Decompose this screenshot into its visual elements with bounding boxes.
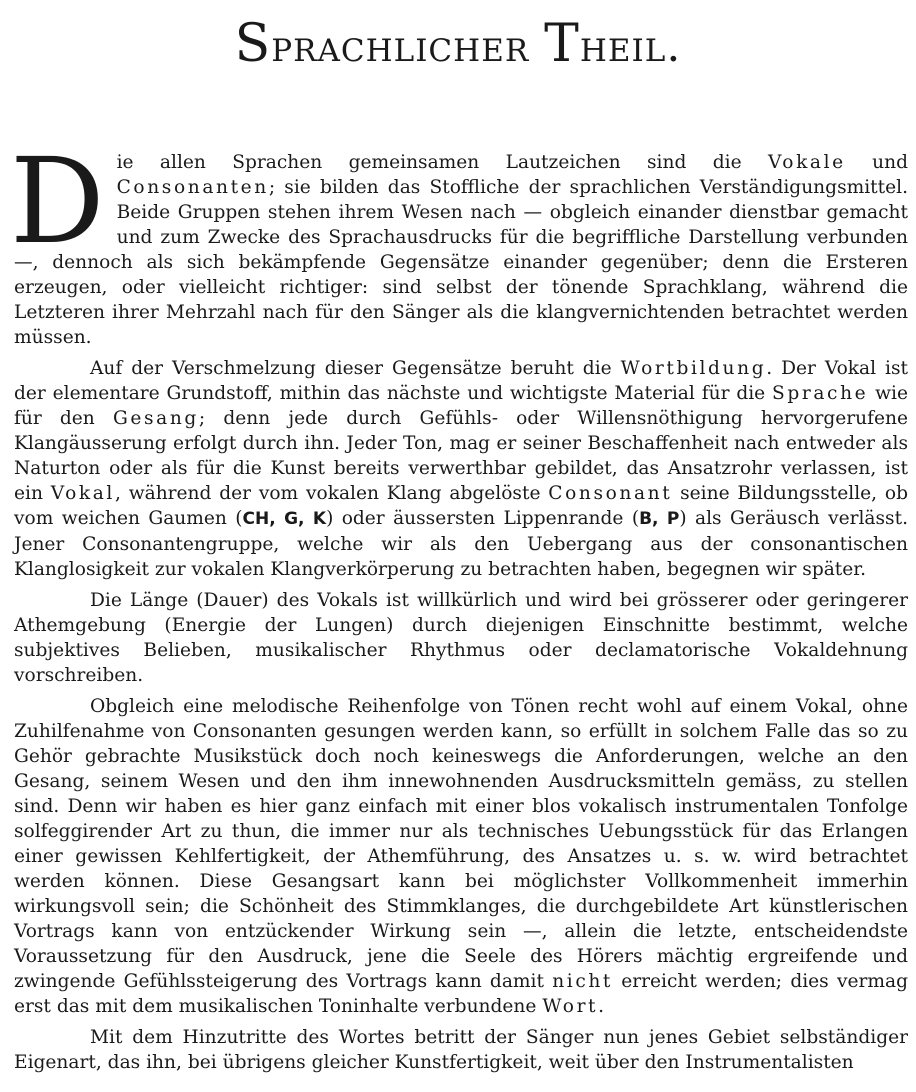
paragraph-3 xyxy=(14,588,908,688)
title-initial-t: T xyxy=(544,14,580,74)
p4-text-3: . xyxy=(598,996,605,1017)
drop-cap: D xyxy=(10,132,105,270)
p2-text-4: ; denn jede durch Gefühls- oder Willensnöthigung hervorgerufene Klangäusserung erfolgt durch ihn. Jeder Ton, mag er seiner Beschaffenheit nach entweder als Naturton oder als für die Kunst bereits verwerthbar gebildet, das Ansatzrohr verlassen, ist ein xyxy=(14,408,908,504)
p2-text-5: , während der vom vokalen Klang abgelöste xyxy=(114,483,549,504)
p2-emph-gesang: Gesang xyxy=(112,408,199,429)
p2-text-2: . Der Vokal ist der elementare Grundstoff, mithin das nächste und wichtigste Material für die xyxy=(14,358,908,404)
p4-text-1: Obgleich eine melodische Reihenfolge von Tönen recht wohl auf einem Vokal, ohne Zuhilfenahme von Consonanten gesungen werden kann, so erfüllt in solchem Falle das so zu Gehör gebrachte Musikstück doch noch keineswegs die Anforderungen, welche an den Gesang, seinem Wesen und den ihm innewohnenden Ausdrucksmitteln gemäss, zu stellen sind. Denn wir haben es hier ganz einfach mit einer blos vokalisch instrumentalen Tonfolge solfeggirender Art zu thun, die immer nur als technisches Uebungsstück für das Erlangen einer gewissen Kehlfertigkeit, der Athemführung, des Ansatzes u. s. w. wird betrachtet werden können. Diese Gesangsart kann bei möglichster Vollkommenheit immerhin wirkungsvoll sein; die Schönheit des Stimmklanges, die durchgebildete Art künstlerischen Vortrags kann von entzückender Wirkung sein —, allein die letzte, entscheidendste Voraussetzung für den Ausdruck, jene die Seele des Hörers mächtig ergreifende und zwingende Gefühlssteigerung des Vortrags kann damit xyxy=(14,696,908,992)
paragraph-2 xyxy=(14,356,908,582)
p4-text-2: erreicht werden; dies vermag erst das mit dem musikalischen Toninhalte verbundene xyxy=(14,971,908,1017)
paragraph-1 xyxy=(10,132,908,350)
p2-text-7: ) oder äussersten Lippenrande ( xyxy=(326,508,640,529)
p4-emph-wort: Wort xyxy=(542,996,599,1017)
p1-text-1: ie allen Sprachen gemeinsamen Lautzeichen sind die xyxy=(116,152,768,173)
p1-text-3: ; sie bilden das Stoffliche der sprachlichen Verständigungsmittel. Beide Gruppen stehen ihrem Wesen nach — obgleich einander dienstbar gemacht und zum Zwecke des Sprachausdrucks für die begriffliche Darstellung verbunden —, dennoch als sich bekämpfende Gegensätze einander gegenüber; denn die Ersteren erzeugen, oder vielleicht richtiger: sind selbst der tönende Sprachklang, während die Letzteren ihrer Mehrzahl nach für den Sänger als die klangvernichtenden betrachtet werden müssen. xyxy=(14,177,908,348)
p1-emph-consonanten: Consonanten xyxy=(116,177,269,198)
page-title xyxy=(0,14,916,74)
title-word-2: heil. xyxy=(579,21,682,72)
p3-text-1: Die Länge (Dauer) des Vokals ist willkürlich und wird bei grösserer oder geringerer Athemgebung (Energie der Lungen) durch diejenigen Einschnitte bestimmt, welche subjektives Belieben, musikalischer Rhythmus oder declamatorische Vokaldehnung vorschreiben. xyxy=(14,590,908,686)
p5-text-1: Mit dem Hinzutritte des Wortes betritt der Sänger nun jenes Gebiet selbständiger Eigenart, das ihn, bei übrigens gleicher Kunstfertigkeit, weit über den Instrumentalisten xyxy=(14,1027,908,1073)
p2-text-3: wie für den xyxy=(14,383,908,429)
title-word-1: prachlicher xyxy=(271,21,530,72)
p1-text-2: und xyxy=(845,152,908,173)
p2-bold-ch-g-k: CH, G, K xyxy=(242,509,327,529)
p2-emph-sprache: Sprache xyxy=(772,383,869,404)
p2-emph-consonant: Consonant xyxy=(548,483,673,504)
p1-emph-vokale: Vokale xyxy=(767,152,846,173)
p2-text-8: ) als Geräusch verlässt. Jener Consonantengruppe, welche wir als den Uebergang aus der consonantischen Klanglosigkeit zur vokalen Klangverkörperung zu betrachten haben, begegnen wir später. xyxy=(14,508,908,580)
paragraph-4 xyxy=(14,694,908,1019)
p2-text-6: seine Bildungsstelle, ob vom weichen Gaumen ( xyxy=(14,483,908,529)
p2-bold-b-p: B, P xyxy=(639,509,680,529)
title-initial-s: S xyxy=(234,14,272,74)
p2-emph-wortbildung: Wortbildung xyxy=(620,358,767,379)
p4-emph-nicht: nicht xyxy=(552,971,614,992)
p2-text-1: Auf der Verschmelzung dieser Gegensätze beruht die xyxy=(90,358,621,379)
p2-emph-vokal: Vokal xyxy=(50,483,115,504)
body-text xyxy=(10,132,908,1075)
paragraph-5 xyxy=(14,1025,908,1075)
